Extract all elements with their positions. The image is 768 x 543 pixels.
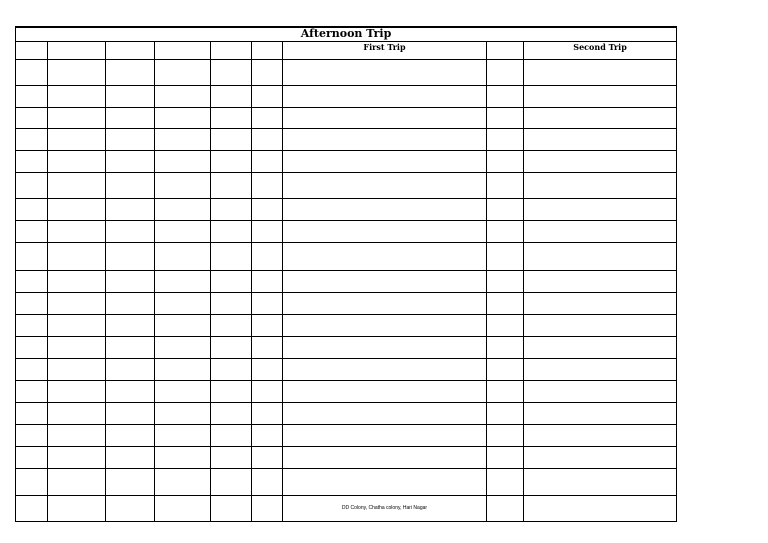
header-cell: [16, 41, 48, 59]
table-cell: [283, 198, 487, 220]
table-cell: [211, 358, 252, 380]
table-cell: [252, 150, 283, 172]
table-cell: [487, 336, 524, 358]
table-cell: [48, 446, 106, 468]
table-row: [16, 198, 677, 220]
table-cell: [155, 402, 211, 424]
header-cell: [487, 41, 524, 59]
table-cell: [16, 314, 48, 336]
table-cell: [106, 380, 155, 402]
table-row: [16, 107, 677, 128]
table-cell: [283, 292, 487, 314]
table-cell: [524, 314, 677, 336]
table-cell: [16, 59, 48, 85]
table-cell: [211, 402, 252, 424]
table-cell: [16, 172, 48, 198]
table-cell: [48, 380, 106, 402]
table-cell: [211, 424, 252, 446]
table-cell: [16, 107, 48, 128]
table-cell: [524, 198, 677, 220]
header-cell: [155, 41, 211, 59]
table-cell: [106, 495, 155, 521]
table-cell: [48, 468, 106, 495]
table-cell: [16, 85, 48, 107]
table-cell: [283, 220, 487, 242]
table-cell: [16, 446, 48, 468]
table-cell: [48, 220, 106, 242]
table-row: [16, 150, 677, 172]
table-cell: [155, 314, 211, 336]
table-cell: [524, 270, 677, 292]
table-cell: [211, 270, 252, 292]
table-cell: [106, 292, 155, 314]
table-cell: [211, 107, 252, 128]
table-cell: [16, 402, 48, 424]
table-cell: [252, 198, 283, 220]
table-cell: [155, 446, 211, 468]
table-cell: [155, 336, 211, 358]
table-cell: [487, 242, 524, 270]
table-cell: [487, 220, 524, 242]
header-row: [16, 41, 677, 59]
table-cell: [487, 128, 524, 150]
table-cell: [155, 85, 211, 107]
table-cell: [487, 446, 524, 468]
table-cell: [106, 172, 155, 198]
table-cell: [524, 128, 677, 150]
table-cell: [211, 172, 252, 198]
table-row: [16, 172, 677, 198]
table-cell: [252, 128, 283, 150]
table-cell: [211, 198, 252, 220]
table-cell: [211, 128, 252, 150]
table-cell: [252, 495, 283, 521]
table-cell: [106, 424, 155, 446]
table-cell: [106, 358, 155, 380]
second-trip-header: Second Trip: [524, 41, 677, 59]
trip-table: [15, 26, 677, 522]
table-cell: [106, 468, 155, 495]
table-row: [16, 468, 677, 495]
table-cell: [283, 468, 487, 495]
table-cell: [16, 270, 48, 292]
table-cell: [211, 446, 252, 468]
table-row: [16, 128, 677, 150]
table-row: [16, 380, 677, 402]
table-cell: [524, 424, 677, 446]
table-cell: [48, 85, 106, 107]
table-cell: [487, 358, 524, 380]
table-cell: [524, 402, 677, 424]
table-cell: [487, 85, 524, 107]
table-row: [16, 242, 677, 270]
table-cell: [211, 150, 252, 172]
table-cell: [106, 107, 155, 128]
table-cell: [48, 107, 106, 128]
table-cell: [252, 85, 283, 107]
table-cell: [16, 242, 48, 270]
table-cell: [211, 85, 252, 107]
table-cell: [48, 336, 106, 358]
header-cell: [106, 41, 155, 59]
table-row: [16, 446, 677, 468]
table-cell: [106, 270, 155, 292]
table-cell: [16, 128, 48, 150]
table-cell: [524, 150, 677, 172]
table-cell: [487, 314, 524, 336]
table-cell: [48, 292, 106, 314]
table-cell: [283, 402, 487, 424]
table-cell: [155, 128, 211, 150]
trip-sheet: [15, 26, 676, 522]
table-cell: [211, 59, 252, 85]
table-cell: [283, 270, 487, 292]
table-cell: [283, 446, 487, 468]
table-cell: [252, 424, 283, 446]
table-cell: [524, 336, 677, 358]
table-cell: [106, 336, 155, 358]
table-row: [16, 336, 677, 358]
table-cell: [283, 172, 487, 198]
table-cell: [487, 402, 524, 424]
table-cell: [16, 358, 48, 380]
table-cell: [211, 495, 252, 521]
table-cell: [487, 270, 524, 292]
table-cell: [487, 198, 524, 220]
table-cell: [155, 242, 211, 270]
table-cell: [252, 468, 283, 495]
table-cell: [487, 380, 524, 402]
table-cell: [155, 150, 211, 172]
table-cell: [155, 495, 211, 521]
table-cell: [48, 424, 106, 446]
table-cell: [106, 150, 155, 172]
table-cell: [252, 446, 283, 468]
table-cell: [16, 336, 48, 358]
table-cell: [487, 292, 524, 314]
table-cell: [211, 336, 252, 358]
table-cell: [252, 336, 283, 358]
table-row: [16, 220, 677, 242]
table-row: [16, 59, 677, 85]
table-cell: [252, 358, 283, 380]
table-cell: [524, 495, 677, 521]
table-cell: [524, 358, 677, 380]
table-cell: [211, 242, 252, 270]
table-cell: [155, 198, 211, 220]
table-cell: [106, 198, 155, 220]
table-cell: [524, 380, 677, 402]
table-cell: [283, 424, 487, 446]
table-cell: [155, 220, 211, 242]
table-cell: [106, 402, 155, 424]
table-cell: [106, 128, 155, 150]
table-cell: [16, 424, 48, 446]
table-cell: [106, 220, 155, 242]
table-cell: [155, 468, 211, 495]
table-cell: [283, 128, 487, 150]
table-cell: [48, 172, 106, 198]
table-cell: [211, 292, 252, 314]
table-cell: [487, 495, 524, 521]
table-cell: [283, 85, 487, 107]
table-cell: [48, 270, 106, 292]
table-row: [16, 270, 677, 292]
route-note: DD Colony, Chatha colony, Hari Nagar: [283, 495, 487, 521]
table-cell: [524, 59, 677, 85]
table-row: [16, 358, 677, 380]
table-cell: [252, 59, 283, 85]
table-cell: [252, 220, 283, 242]
table-cell: [283, 336, 487, 358]
table-cell: [155, 380, 211, 402]
table-cell: [524, 85, 677, 107]
table-cell: [155, 59, 211, 85]
table-cell: [48, 402, 106, 424]
table-cell: [48, 495, 106, 521]
table-cell: [16, 380, 48, 402]
header-cell: [252, 41, 283, 59]
table-cell: [106, 59, 155, 85]
table-cell: [487, 424, 524, 446]
table-cell: [487, 150, 524, 172]
table-cell: [252, 314, 283, 336]
table-cell: [283, 150, 487, 172]
table-cell: [211, 468, 252, 495]
table-row: [16, 402, 677, 424]
table-cell: [487, 59, 524, 85]
sheet-title: Afternoon Trip: [16, 27, 677, 41]
table-cell: [252, 107, 283, 128]
table-cell: [283, 380, 487, 402]
table-cell: [16, 198, 48, 220]
table-row: [16, 314, 677, 336]
table-cell: [48, 314, 106, 336]
first-trip-header: First Trip: [283, 41, 487, 59]
table-cell: [16, 468, 48, 495]
table-cell: [211, 314, 252, 336]
table-row: [16, 424, 677, 446]
table-cell: [252, 172, 283, 198]
table-cell: [524, 107, 677, 128]
table-cell: [487, 172, 524, 198]
table-cell: [283, 107, 487, 128]
table-cell: [524, 446, 677, 468]
table-cell: [252, 270, 283, 292]
table-cell: [211, 220, 252, 242]
table-cell: [48, 358, 106, 380]
table-cell: [155, 424, 211, 446]
table-cell: [106, 242, 155, 270]
table-cell: [252, 242, 283, 270]
table-cell: [16, 220, 48, 242]
table-cell: [283, 358, 487, 380]
table-cell: [524, 220, 677, 242]
table-row: [16, 85, 677, 107]
header-cell: [211, 41, 252, 59]
table-row: [16, 292, 677, 314]
table-cell: [211, 380, 252, 402]
table-cell: [524, 468, 677, 495]
table-cell: [487, 468, 524, 495]
table-cell: [48, 128, 106, 150]
table-row: [16, 495, 677, 521]
table-cell: [16, 292, 48, 314]
table-cell: [155, 292, 211, 314]
table-cell: [48, 59, 106, 85]
table-cell: [283, 59, 487, 85]
table-cell: [16, 150, 48, 172]
table-cell: [155, 358, 211, 380]
title-row: [16, 27, 677, 41]
table-cell: [48, 198, 106, 220]
table-cell: [524, 172, 677, 198]
table-cell: [155, 270, 211, 292]
table-cell: [252, 380, 283, 402]
table-cell: [487, 107, 524, 128]
table-cell: [106, 446, 155, 468]
table-cell: [252, 402, 283, 424]
table-cell: [283, 314, 487, 336]
table-cell: [16, 495, 48, 521]
table-cell: [155, 172, 211, 198]
table-cell: [48, 150, 106, 172]
table-cell: [252, 292, 283, 314]
header-cell: [48, 41, 106, 59]
table-cell: [155, 107, 211, 128]
table-cell: [283, 242, 487, 270]
table-cell: [106, 85, 155, 107]
table-cell: [48, 242, 106, 270]
table-cell: [106, 314, 155, 336]
table-cell: [524, 242, 677, 270]
table-cell: [524, 292, 677, 314]
